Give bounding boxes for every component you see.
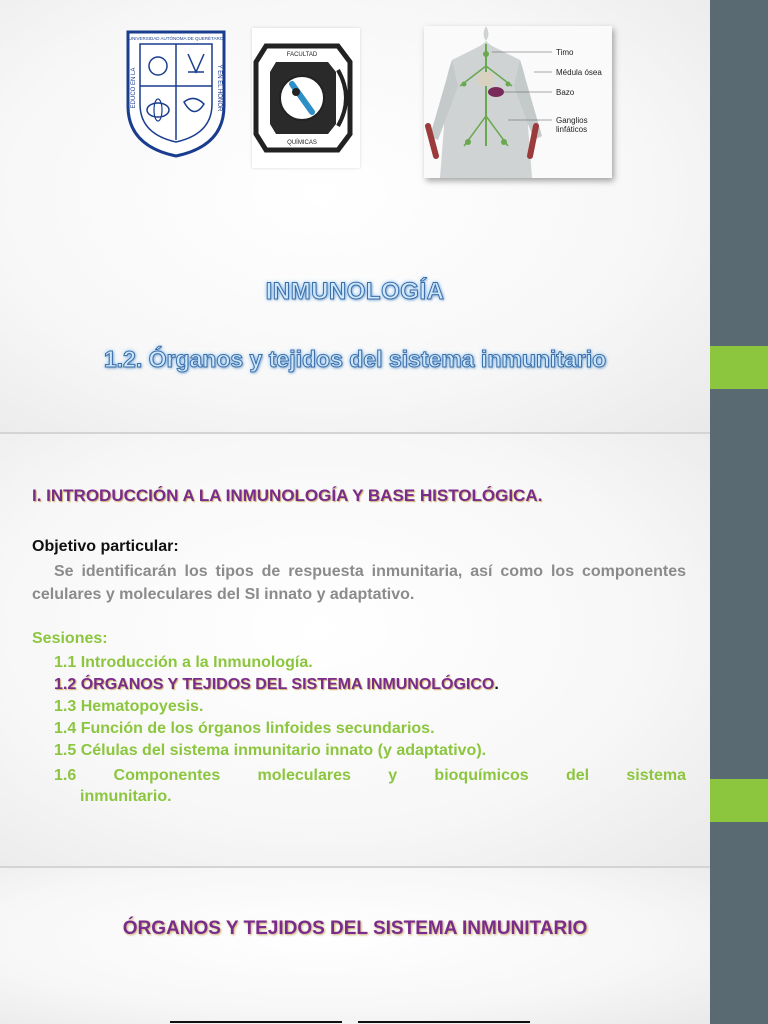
label-medula: Médula ósea: [556, 68, 602, 77]
slide-intro: [0, 434, 710, 866]
organs-heading: ÓRGANOS Y TEJIDOS DEL SISTEMA INMUNITARIO: [122, 918, 588, 939]
session-item-1: 1.1 Introducción a la Inmunología.: [54, 654, 313, 671]
svg-text:Y EN EL HONOR: Y EN EL HONOR: [216, 64, 222, 112]
sidebar-accent-2: [710, 779, 768, 822]
svg-text:FACULTAD: FACULTAD: [286, 52, 318, 58]
objective-label: Objetivo particular:: [32, 538, 179, 555]
fcq-logo: [252, 28, 360, 168]
body-illustration: [424, 26, 612, 178]
session-item-4: 1.4 Función de los órganos linfoides secundarios.: [54, 720, 435, 737]
session-item-2-period: .: [494, 676, 499, 693]
sidebar-segment-1: [710, 0, 768, 346]
label-timo: Timo: [556, 48, 574, 57]
session-item-2: [54, 676, 499, 694]
sessions-label: Sesiones:: [32, 630, 108, 647]
lymphatic-system-image: [424, 26, 612, 178]
page-subtitle: 1.2. Órganos y tejidos del sistema inmunitario: [103, 346, 607, 372]
divider-line-right: [358, 1021, 530, 1023]
label-ganglios: Ganglios linfáticos: [556, 116, 588, 134]
session-item-5: 1.5 Células del sistema inmunitario innato (y adaptativo).: [54, 742, 487, 759]
sidebar-segment-3: [710, 822, 768, 1024]
uaq-logo: [124, 28, 228, 160]
session-item-6: 1.6 Componentes moleculares y bioquímicos del sistema: [54, 767, 686, 784]
session-item-3: 1.3 Hematopoyesis.: [54, 698, 204, 715]
unit-heading: I. INTRODUCCIÓN A LA INMUNOLOGÍA Y BASE HISTOLÓGICA.: [32, 486, 543, 505]
session-item-2-label: 1.2 ÓRGANOS Y TEJIDOS DEL SISTEMA INMUNOLÓGICO: [54, 676, 495, 693]
slide-organs: [0, 868, 710, 1024]
session-item-6-cont: inmunitario.: [80, 788, 172, 805]
label-bazo: Bazo: [556, 88, 575, 97]
sidebar-segment-2: [710, 389, 768, 779]
page-title: INMUNOLOGÍA: [265, 278, 445, 305]
slide-title: [0, 0, 710, 432]
svg-text:UNIVERSIDAD AUTÓNOMA DE QUERÉT: UNIVERSIDAD AUTÓNOMA DE QUERÉTARO: [128, 36, 224, 41]
objective-text: Se identificarán los tipos de respuesta inmunitaria, así como los componentes celulares y moleculares del SI innato y adaptativo.: [32, 563, 686, 603]
sidebar-accent-1: [710, 346, 768, 389]
divider-line-left: [170, 1021, 342, 1023]
svg-text:EDUCO EN LA: EDUCO EN LA: [131, 67, 137, 109]
svg-text:QUÍMICAS: QUÍMICAS: [287, 140, 317, 146]
